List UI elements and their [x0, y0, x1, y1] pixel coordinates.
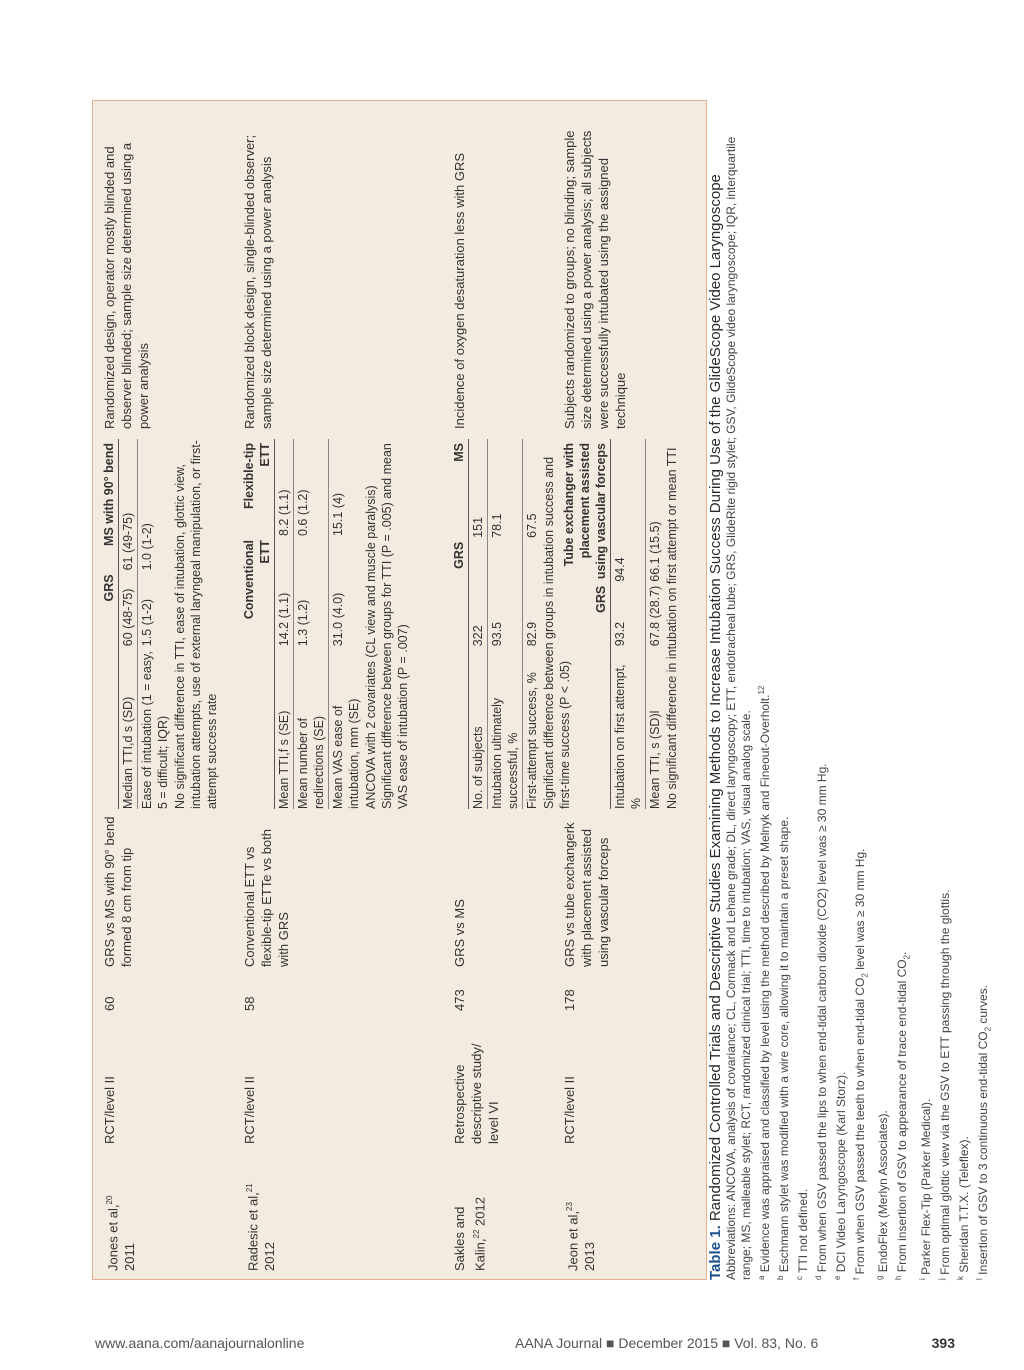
- strengths-cell: Incidence of oxygen desaturation less with GRS: [452, 152, 467, 429]
- measure-label: Median TTI,d s (SD): [119, 646, 138, 809]
- measure-label: Mean TTI,f s (SE): [275, 646, 294, 809]
- measure-value: 93.2: [611, 582, 646, 646]
- measure-value: 61 (49-75): [119, 439, 138, 570]
- measure-value: 322: [469, 538, 488, 646]
- measure-label: Mean VAS ease of intubation, mm (SE): [331, 698, 361, 809]
- study-cell: Sakles and Kalin,$^{22}$ 2012: [452, 1197, 488, 1271]
- results-cell: [561, 439, 680, 809]
- footnote: $^c$ TTI not defined.: [795, 1188, 810, 1280]
- table-body: [92, 100, 707, 1280]
- results-header: [451, 646, 469, 809]
- measure-value: 67.5: [525, 513, 539, 538]
- comparison-cell: GRS vs tube exchangerk with placement assisted using vascular forceps: [562, 822, 611, 967]
- results-header: GRS: [561, 582, 611, 646]
- results-header: [101, 646, 119, 809]
- comparison-cell: GRS vs MS with 90° bend formed 8 cm from tip: [102, 816, 134, 967]
- results-header: [241, 646, 275, 809]
- results-table: [241, 439, 363, 809]
- measure-label: Mean TTI, s (SD)l: [648, 710, 662, 809]
- results-cell: [451, 439, 573, 809]
- n-cell: 60: [102, 996, 117, 1011]
- footnote: $^j$ From optimal glottic view via the GSV to ETT passing through the glottis.: [936, 889, 952, 1280]
- footnote: $^k$ Sheridan T.T.X. (Teleflex).: [955, 1136, 971, 1280]
- n-cell: 178: [562, 989, 577, 1011]
- footnote: $^h$ From insertion of GSV to appearance of trace end-tidal $CO_2$.: [894, 951, 912, 1280]
- measure-label: Ease of intubation (1 = easy, 5 = difficult; IQR): [140, 651, 170, 809]
- study-cell: Jones et al,$^{20}$ 2011: [105, 1195, 138, 1271]
- comparison-cell: Conventional ETT vs flexible-tip ETTe vs both with GRS: [242, 828, 291, 967]
- footnote: $^d$ From when GSV passed the lips to when end-tidal carbon dioxide (CO2) level was ≥ 30 mm Hg.: [814, 763, 829, 1280]
- results-note: ANCOVA with 2 covariates (CL view and muscle paralysis) Significant difference between groups for TTI (P = .005) and mean VAS ease of intubation (P = .007): [364, 443, 410, 809]
- strengths-cell: Randomized block design, single-blinded observer; sample size determined using a power analysis: [242, 134, 274, 429]
- footnote: $^f$ From when GSV passed the teeth to when end-tidal $CO_2$ level was ≥ 30 mm Hg.: [852, 848, 870, 1280]
- abbreviations: Abbreviations: ANCOVA, analysis of covariance; CL, Cormack and Lehane grade; DL, direct laryngoscopy; ETT, endotracheal tube; GRS, GlideRite rigid stylet; GSV, GlideScope video laryngoscope; IQR, interquartile range; MS, malleable stylet; RCT, randomized clinical trial; TTI, time to intubation; VAS, visual analog scale.: [724, 136, 753, 1280]
- strengths-cell: Subjects randomized to groups; no blinding; sample size determined using a power analysis; all subjects were successfully intubated using the assigned technique: [562, 130, 628, 429]
- measure-label: Mean number of redirections (SE): [294, 646, 329, 809]
- results-note: No significant difference in TTI, ease of intubation, glottic view, intubation attempts, use of external laryngeal manipulation, or first-attempt success rate: [173, 440, 219, 809]
- caption-title-text: Randomized Controlled Trials and Descriptive Studies Examining Methods to Increase Intubation Success During Use of the GlideScope Video Laryngoscope: [707, 174, 724, 1222]
- results-header: Flexible-tip ETT: [241, 439, 275, 536]
- measure-label: First-attempt success, %: [525, 672, 539, 809]
- design-cell: RCT/level II: [102, 1076, 117, 1144]
- measure-value: 0.6 (1.2): [294, 439, 329, 536]
- study-cell: Radesic et al,$^{21}$ 2012: [245, 1183, 278, 1271]
- footnote: $^g$ EndoFlex (Merlyn Associates).: [875, 1110, 891, 1280]
- page-number: 393: [931, 1335, 955, 1351]
- measure-value: 14.2 (1.1): [275, 536, 294, 646]
- strengths-cell: Randomized design, operator mostly blinded and observer blinded; sample size determined using a power analysis: [102, 142, 151, 429]
- n-cell: 473: [452, 989, 467, 1011]
- results-table: [451, 439, 541, 809]
- results-header: GRS: [451, 538, 469, 646]
- measure-value: 66.1 (15.5): [648, 521, 662, 582]
- n-cell: 58: [242, 996, 257, 1011]
- caption-label: Table 1.: [707, 1225, 724, 1280]
- measure-label: Intubation ultimately successful, %: [488, 646, 523, 809]
- results-header: MS with 90° bend: [101, 439, 119, 570]
- measure-label: No. of subjects: [469, 646, 488, 809]
- rotated-table-page: [0, 100, 993, 1280]
- measure-value: 93.5: [488, 538, 523, 646]
- measure-value: 31.0 (4.0): [331, 592, 345, 647]
- results-header: Conventional ETT: [241, 536, 275, 646]
- study-cell: Jeon et al,$^{23}$ 2013: [565, 1202, 598, 1271]
- caption-title: [707, 100, 724, 1280]
- results-cell: [101, 439, 220, 809]
- measure-value: 78.1: [488, 439, 523, 538]
- design-cell: RCT/level II: [562, 1076, 577, 1144]
- footnote: $^l$ Insertion of GSV to 3 continuous end-tidal $CO_2$ curves.: [974, 984, 993, 1280]
- measure-label: Intubation on first attempt, %: [611, 646, 646, 809]
- measure-value: 8.2 (1.1): [275, 439, 294, 536]
- footnote-list: [754, 100, 995, 1280]
- results-header: Tube exchanger with placement assisted using vascular forceps: [561, 439, 611, 582]
- results-note: No significant difference in intubation on first attempt or mean TTI: [665, 447, 679, 809]
- footnote: $^i$ Parker Flex-Tip (Parker Medical).: [917, 1098, 933, 1280]
- results-header: MS: [451, 439, 469, 538]
- measure-value: 1.3 (1.2): [294, 536, 329, 646]
- measure-value: 94.4: [611, 439, 646, 582]
- results-table: [101, 439, 172, 809]
- results-table: [561, 439, 664, 809]
- results-header: [561, 646, 611, 809]
- design-cell: Retrospective descriptive study/ level VI: [452, 1043, 501, 1144]
- measure-value: 1.0 (1-2): [140, 523, 154, 571]
- footer-journal: AANA Journal ■ December 2015 ■ Vol. 83, No. 6: [515, 1335, 819, 1351]
- measure-value: 1.5 (1-2): [140, 598, 154, 647]
- footnote: $^e$ DCI Video Laryngoscope (Karl Storz).: [833, 1071, 848, 1280]
- results-cell: [241, 439, 411, 809]
- results-note: Significant difference between groups in intubation success and first-time success (P < .05): [542, 456, 572, 809]
- measure-value: 15.1 (4): [331, 492, 345, 536]
- footer-url: www.aana.com/aanajournalonline: [95, 1335, 305, 1351]
- measure-value: 60 (48-75): [119, 570, 138, 646]
- measure-value: 82.9: [525, 621, 539, 647]
- table-caption: [707, 100, 995, 1280]
- footnote: $^a$ Evidence was appraised and classified by level using the method described by Melnyk and Fineout-Overholt.$^{12}$: [757, 685, 772, 1280]
- design-cell: RCT/level II: [242, 1076, 257, 1144]
- results-header: GRS: [101, 570, 119, 646]
- footnote: $^b$ Eschmann stylet was modified with a wire core, allowing it to maintain a preset shape.: [776, 816, 791, 1280]
- measure-value: 151: [469, 439, 488, 538]
- comparison-cell: GRS vs MS: [452, 899, 467, 967]
- measure-value: 67.8 (28.7): [648, 585, 662, 647]
